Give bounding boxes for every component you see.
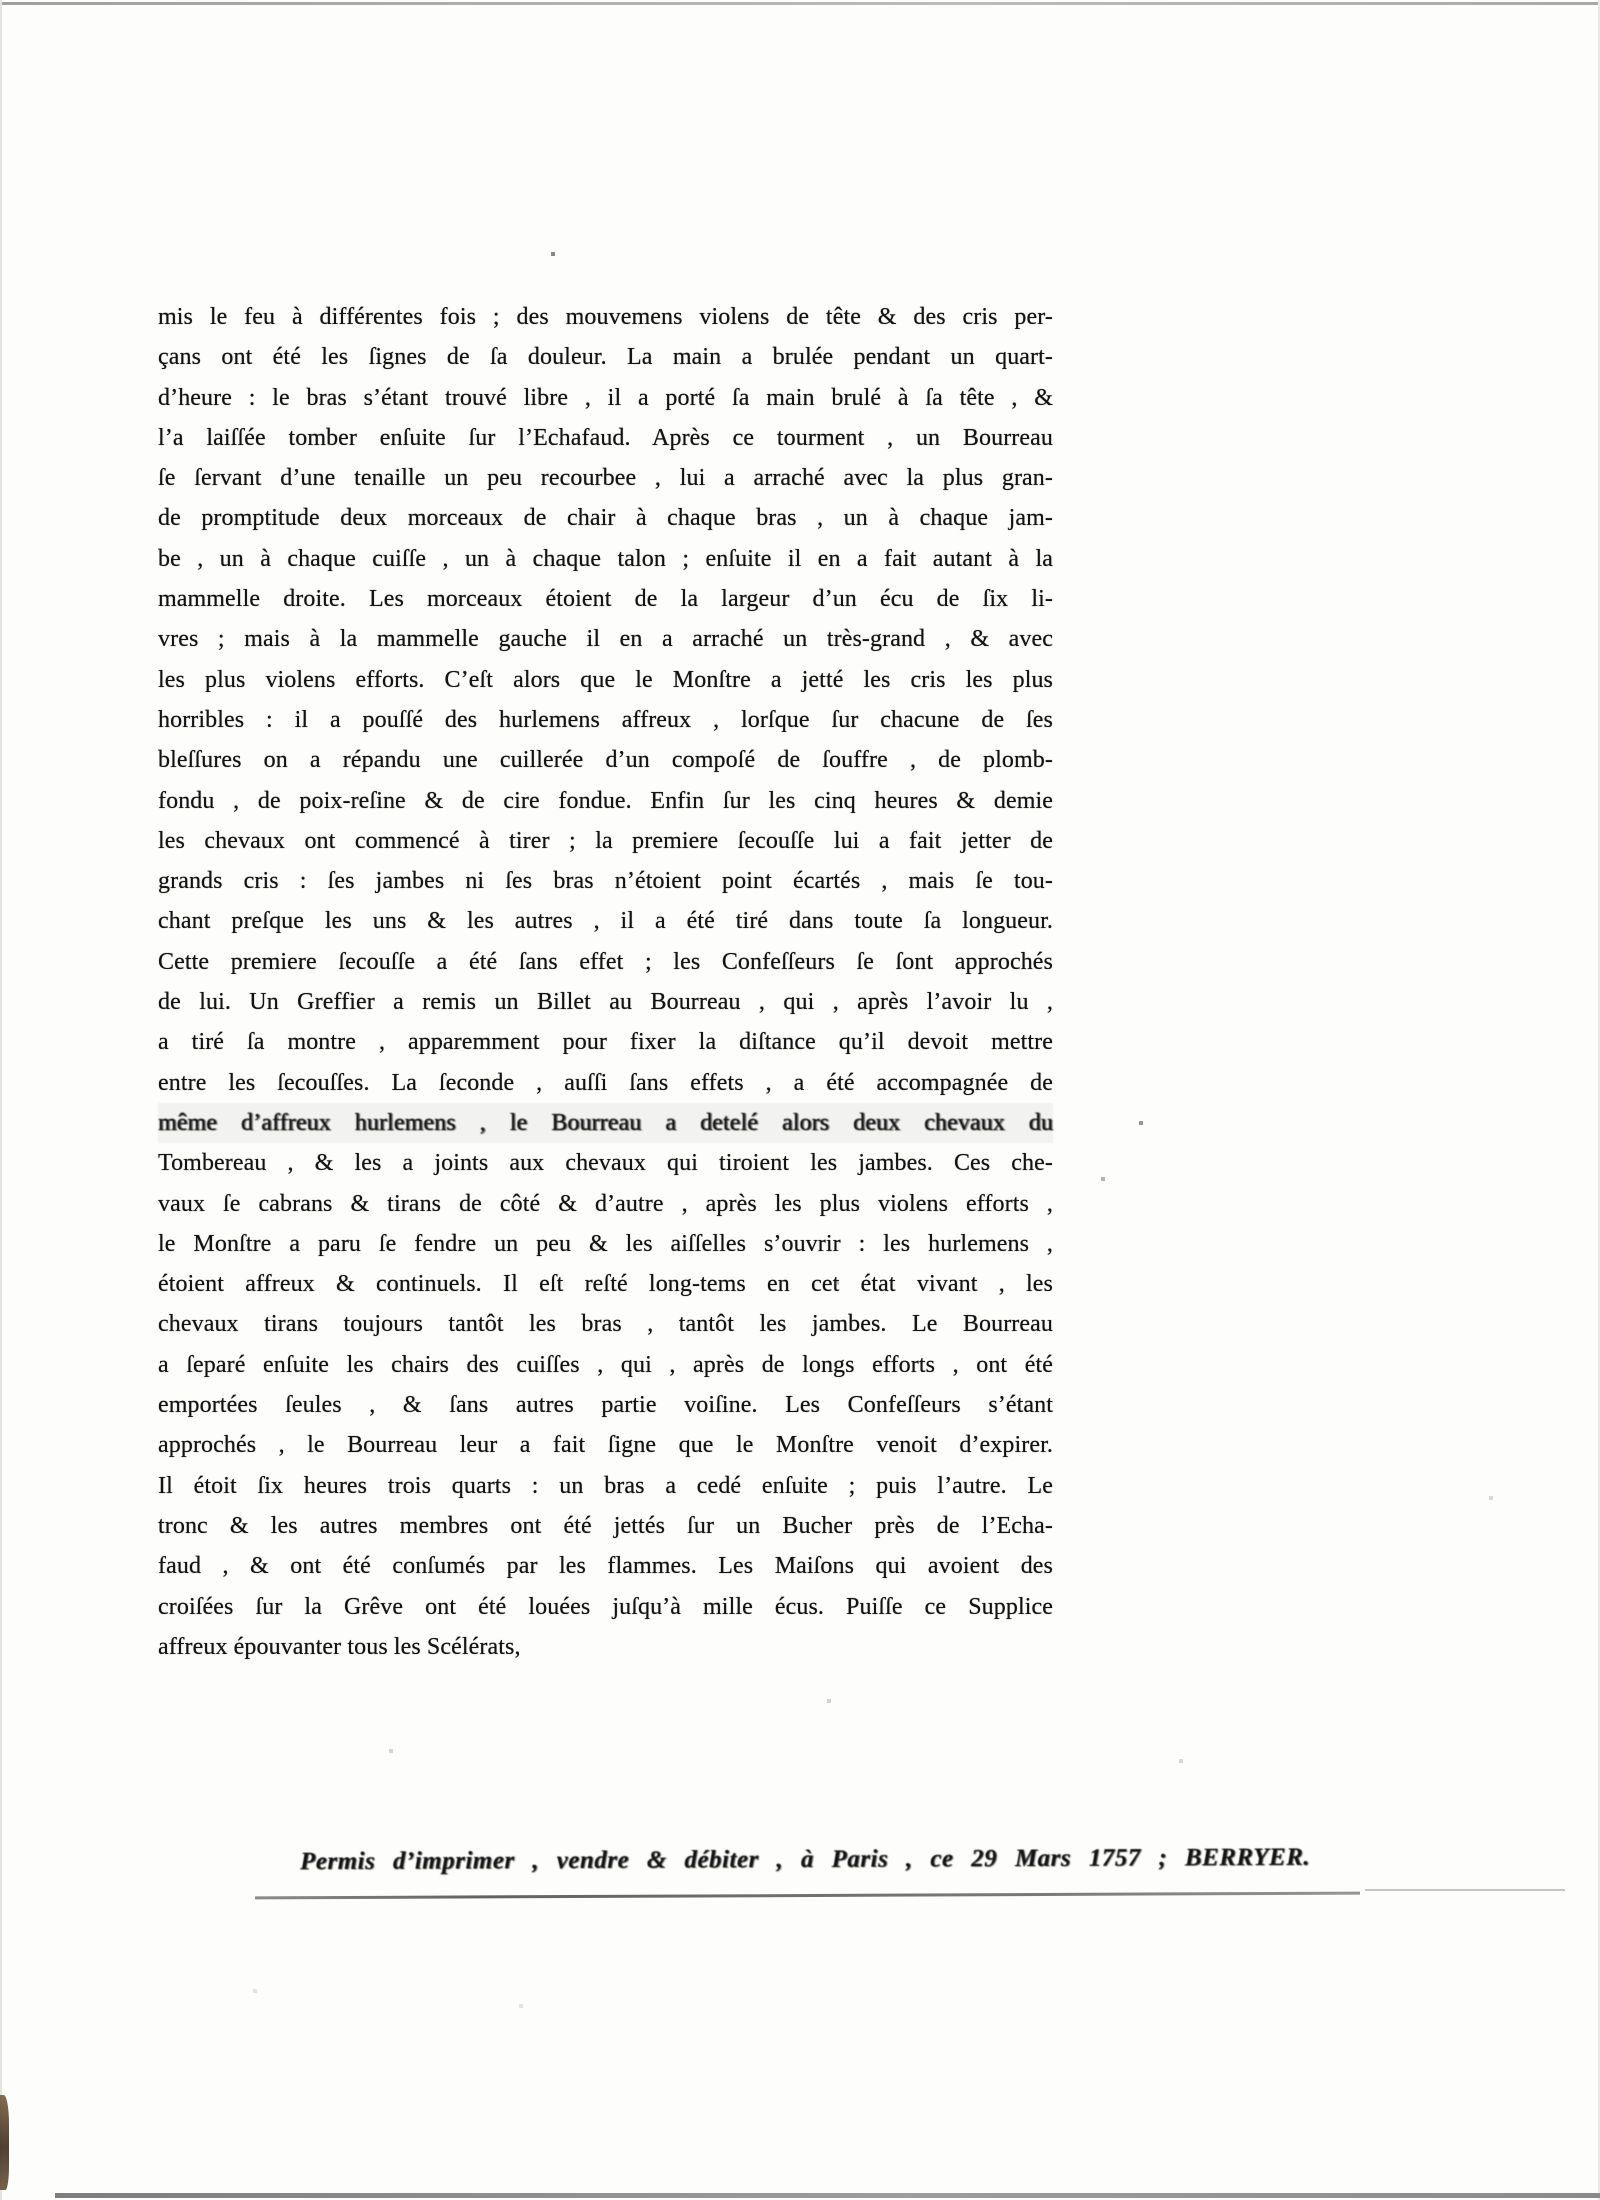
- body-line: Il étoit ſix heures trois quarts : un bras a cedé enſuite ; puis l’autre. Le: [158, 1472, 1053, 1499]
- body-line: approchés , le Bourreau leur a fait ſigne que le Monſtre venoit d’expirer.: [158, 1432, 1053, 1459]
- body-line: vaux ſe cabrans & tirans de côté & d’autre , après les plus violens efforts ,: [158, 1190, 1053, 1217]
- body-line: croiſées ſur la Grêve ont été louées juſqu’à mille écus. Puiſſe ce Supplice: [158, 1593, 1053, 1620]
- body-line: fondu , de poix-reſine & de cire fondue. Enfin ſur les cinq heures & demie: [158, 787, 1053, 814]
- body-line: mammelle droite. Les morceaux étoient de la largeur d’un écu de ſix li-: [158, 586, 1053, 613]
- body-line: ſe ſervant d’une tenaille un peu recourbee , lui a arraché avec la plus gran-: [158, 465, 1053, 492]
- body-line: bleſſures on a répandu une cuillerée d’un compoſé de ſouffre , de plomb-: [158, 747, 1053, 774]
- body-line: Cette premiere ſecouſſe a été ſans effet ; les Confeſſeurs ſe ſont approchés: [158, 948, 1053, 975]
- body-text: [158, 297, 1053, 1667]
- scan-edge-left: [0, 0, 2, 2200]
- body-line: tronc & les autres membres ont été jettés ſur un Bucher près de l’Echa-: [158, 1512, 1053, 1539]
- body-line: horribles : il a pouſſé des hurlemens affreux , lorſque ſur chacune de ſes: [158, 706, 1053, 733]
- body-line: d’heure : le bras s’étant trouvé libre , il a porté ſa main brulé à ſa tête , &: [158, 384, 1053, 411]
- body-line: a tiré ſa montre , apparemment pour fixer la diſtance qu’il devoit mettre: [158, 1029, 1053, 1056]
- body-line: chant preſque les uns & les autres , il a été tiré dans toute ſa longueur.: [158, 908, 1053, 935]
- body-line: çans ont été les ſignes de ſa douleur. La main a brulée pendant un quart-: [158, 344, 1053, 371]
- body-line: étoient affreux & continuels. Il eſt reſté long-tems en cet état vivant , les: [158, 1271, 1053, 1298]
- body-line: de promptitude deux morceaux de chair à chaque bras , un à chaque jam-: [158, 505, 1053, 532]
- scan-edge-top: [0, 2, 1600, 5]
- body-line: les plus violens efforts. C’eſt alors que le Monſtre a jetté les cris les plus: [158, 666, 1053, 693]
- imprint-underline-faint: [1365, 1889, 1565, 1891]
- body-line: même d’affreux hurlemens , le Bourreau a detelé alors deux chevaux du: [158, 1103, 1053, 1143]
- body-line: vres ; mais à la mammelle gauche il en a arraché un très-grand , & avec: [158, 626, 1053, 653]
- body-line: faud , & ont été conſumés par les flammes. Les Maiſons qui avoient des: [158, 1553, 1053, 1580]
- body-line: a ſeparé enſuite les chairs des cuiſſes , qui , après de longs efforts , ont été: [158, 1351, 1053, 1378]
- body-line: chevaux tirans toujours tantôt les bras , tantôt les jambes. Le Bourreau: [158, 1311, 1053, 1338]
- body-line: le Monſtre a paru ſe fendre un peu & les aiſſelles s’ouvrir : les hurlemens ,: [158, 1230, 1053, 1257]
- imprint-line: Permis d’imprimer , vendre & débiter , à Paris , ce 29 Mars 1757 ; BERRYER.: [299, 1843, 1311, 1876]
- body-line: entre les ſecouſſes. La ſeconde , auſſi ſans effets , a été accompagnée de: [158, 1069, 1053, 1096]
- paper-tear-mark: [0, 2095, 9, 2190]
- body-line: de lui. Un Greffier a remis un Billet au Bourreau , qui , après l’avoir lu ,: [158, 989, 1053, 1016]
- body-line: emportées ſeules , & ſans autres partie voiſine. Les Confeſſeurs s’étant: [158, 1392, 1053, 1419]
- body-line: les chevaux ont commencé à tirer ; la premiere ſecouſſe lui a fait jetter de: [158, 827, 1053, 854]
- imprint-underline: [255, 1892, 1360, 1900]
- body-line: be , un à chaque cuiſſe , un à chaque talon ; enſuite il en a fait autant à la: [158, 545, 1053, 572]
- body-line: mis le feu à différentes fois ; des mouvemens violens de tête & des cris per-: [158, 304, 1053, 330]
- body-line: Tombereau , & les a joints aux chevaux qui tiroient les jambes. Ces che-: [158, 1150, 1053, 1177]
- ink-specks: [0, 0, 2, 2]
- body-line: l’a laiſſée tomber enſuite ſur l’Echafaud. Après ce tourment , un Bourreau: [158, 424, 1053, 451]
- scan-edge-bottom: [55, 2193, 1600, 2198]
- body-line: affreux épouvanter tous les Scélérats,: [158, 1633, 521, 1660]
- body-line: grands cris : ſes jambes ni ſes bras n’étoient point écartés , mais ſe tou-: [158, 868, 1053, 895]
